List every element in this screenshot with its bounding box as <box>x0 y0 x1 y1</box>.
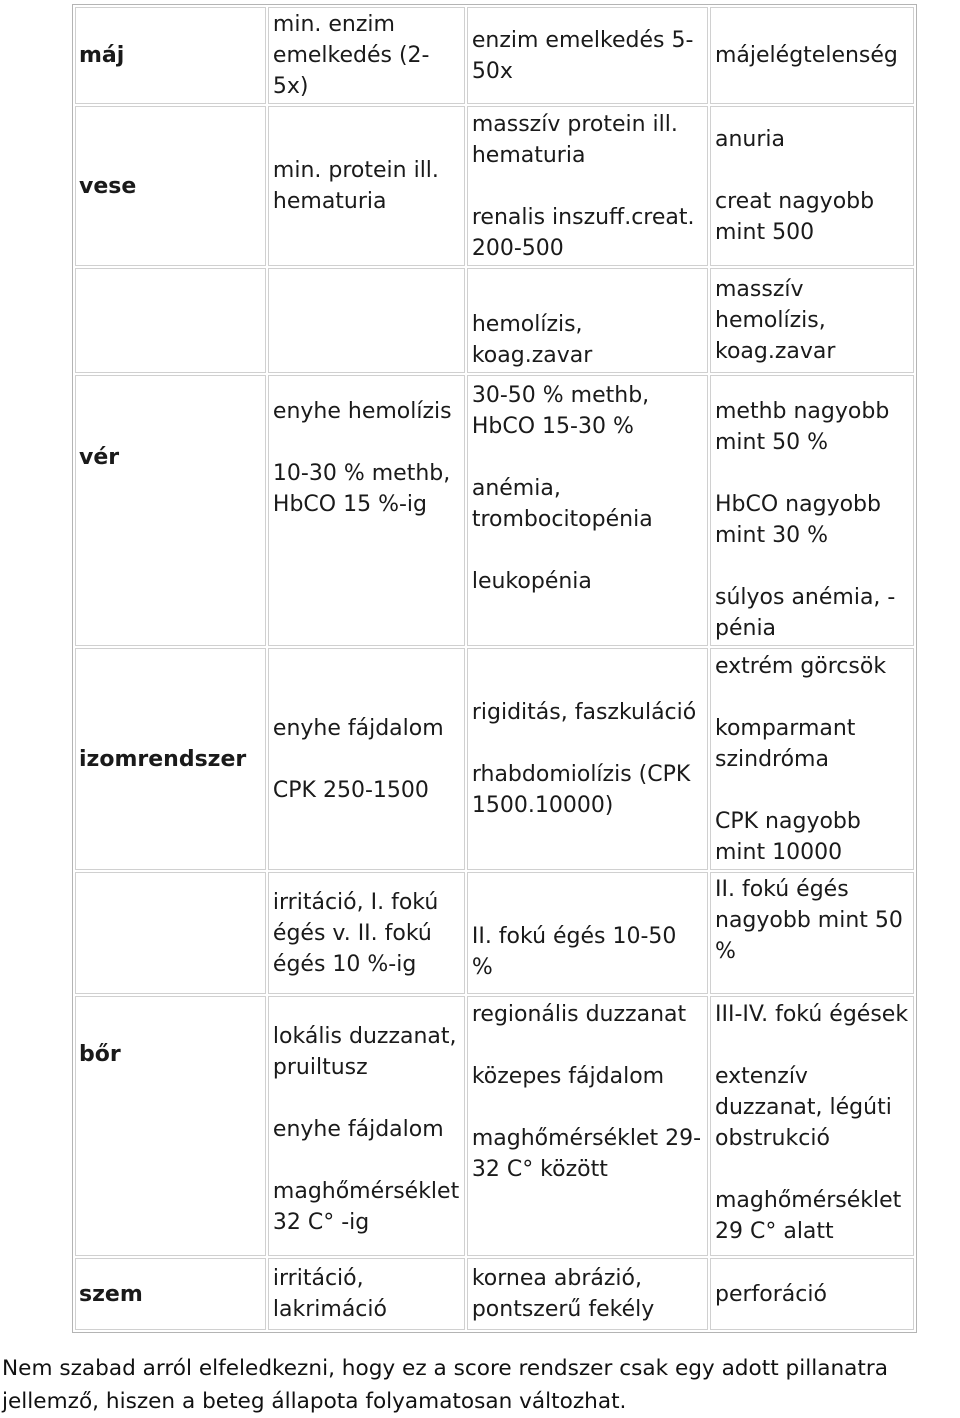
moderate-text: II. fokú égés 10-50 % <box>471 924 677 980</box>
mild-text: min. protein ill. hematuria <box>272 158 439 214</box>
severe-text: CPK nagyobb mint 10000 <box>715 808 861 865</box>
severe-text: HbCO nagyobb mint 30 % <box>715 492 881 548</box>
moderate-cell <box>467 106 708 266</box>
moderate-cell <box>467 375 708 646</box>
organ-label: máj <box>79 43 125 68</box>
severe-text: súlyos anémia, -pénia <box>715 585 896 641</box>
mild-text: irritáció, I. fokú égés v. II. fokú égés 10 %-ig <box>272 889 439 977</box>
mild-cell <box>268 268 465 373</box>
moderate-text: 30-50 % methb, HbCO 15-30 % <box>471 383 650 439</box>
severe-text: anuria <box>715 127 786 152</box>
mild-text: 10-30 % methb, HbCO 15 %-ig <box>272 461 451 517</box>
mild-text: enyhe hemolízis <box>272 399 452 424</box>
table-row <box>75 106 914 266</box>
severe-cell <box>710 1258 914 1330</box>
mild-text: enyhe fájdalom <box>272 715 444 741</box>
table-row <box>75 268 914 373</box>
moderate-text: rigiditás, faszkuláció <box>471 700 697 725</box>
mild-cell <box>268 375 465 646</box>
moderate-cell <box>467 1258 708 1330</box>
moderate-text: renalis inszuff.creat. 200-500 <box>471 204 695 261</box>
organ-cell <box>75 872 266 994</box>
moderate-text: rhabdomiolízis (CPK 1500.10000) <box>471 762 691 818</box>
table-row <box>75 1258 914 1330</box>
severe-text: extrém görcsök <box>715 653 887 679</box>
table-row <box>75 375 914 646</box>
moderate-text: anémia, trombocitopénia <box>471 476 653 532</box>
severe-text: III-IV. fokú égések <box>715 1002 909 1027</box>
moderate-text: masszív protein ill. hematuria <box>471 111 678 168</box>
moderate-text: leukopénia <box>471 569 592 594</box>
table-row <box>75 648 914 870</box>
organ-cell <box>75 7 266 104</box>
organ-cell <box>75 648 266 870</box>
mild-text: lokális duzzanat, pruiltusz <box>272 1024 457 1080</box>
organ-label: izomrendszer <box>79 746 247 772</box>
moderate-text: regionális duzzanat <box>471 1002 687 1027</box>
severe-text: perforáció <box>715 1281 827 1307</box>
moderate-text: kornea abrázió, pontszerű fekély <box>471 1266 655 1322</box>
moderate-text: közepes fájdalom <box>471 1064 665 1089</box>
severe-cell <box>710 996 914 1256</box>
organ-label: szem <box>79 1281 143 1307</box>
mild-cell <box>268 7 465 104</box>
severe-text: extenzív duzzanat, légúti obstrukció <box>715 1064 892 1151</box>
organ-label: vese <box>79 173 137 199</box>
table-row <box>75 7 914 104</box>
severe-text: májelégtelenség <box>715 43 898 68</box>
moderate-cell <box>467 268 708 373</box>
severe-cell <box>710 648 914 870</box>
organ-cell <box>75 996 266 1256</box>
moderate-text: maghőmérséklet 29-32 C° között <box>471 1126 702 1182</box>
severe-cell <box>710 268 914 373</box>
organ-label: bőr <box>79 1042 121 1067</box>
mild-cell <box>268 648 465 870</box>
severity-score-table <box>72 4 917 1333</box>
footer-note: Nem szabad arról elfeledkezni, hogy ez a score rendszer csak egy adott pillanatra jellemző, hiszen a beteg állapota folyamatosan változhat. <box>2 1356 888 1414</box>
table-row <box>75 996 914 1256</box>
severe-text: creat nagyobb mint 500 <box>715 189 875 245</box>
mild-text: enyhe fájdalom <box>272 1117 444 1142</box>
mild-text: CPK 250-1500 <box>272 777 429 803</box>
moderate-cell <box>467 996 708 1256</box>
severe-text: masszív hemolízis, koag.zavar <box>715 277 836 364</box>
organ-cell <box>75 106 266 266</box>
table-row <box>75 872 914 994</box>
organ-cell <box>75 375 266 646</box>
severe-text: methb nagyobb mint 50 % <box>715 399 890 455</box>
moderate-cell <box>467 872 708 994</box>
mild-text: min. enzim emelkedés (2-5x) <box>272 12 430 99</box>
mild-text: irritáció, lakrimáció <box>272 1266 387 1322</box>
severe-cell <box>710 375 914 646</box>
mild-cell <box>268 996 465 1256</box>
severe-cell <box>710 872 914 994</box>
severe-cell <box>710 106 914 266</box>
mild-cell <box>268 106 465 266</box>
severe-text: maghőmérséklet 29 C° alatt <box>715 1188 902 1244</box>
mild-text: maghőmérséklet 32 C° -ig <box>272 1179 460 1235</box>
organ-cell <box>75 1258 266 1330</box>
organ-label: vér <box>79 445 120 470</box>
moderate-cell <box>467 7 708 104</box>
mild-cell <box>268 1258 465 1330</box>
moderate-text: enzim emelkedés 5-50x <box>471 27 694 84</box>
moderate-cell <box>467 648 708 870</box>
mild-cell <box>268 872 465 994</box>
moderate-text: hemolízis, koag.zavar <box>471 312 593 368</box>
severe-text: II. fokú égés nagyobb mint 50 % <box>715 877 903 964</box>
severe-text: komparmant szindróma <box>715 715 856 772</box>
organ-cell <box>75 268 266 373</box>
severe-cell <box>710 7 914 104</box>
